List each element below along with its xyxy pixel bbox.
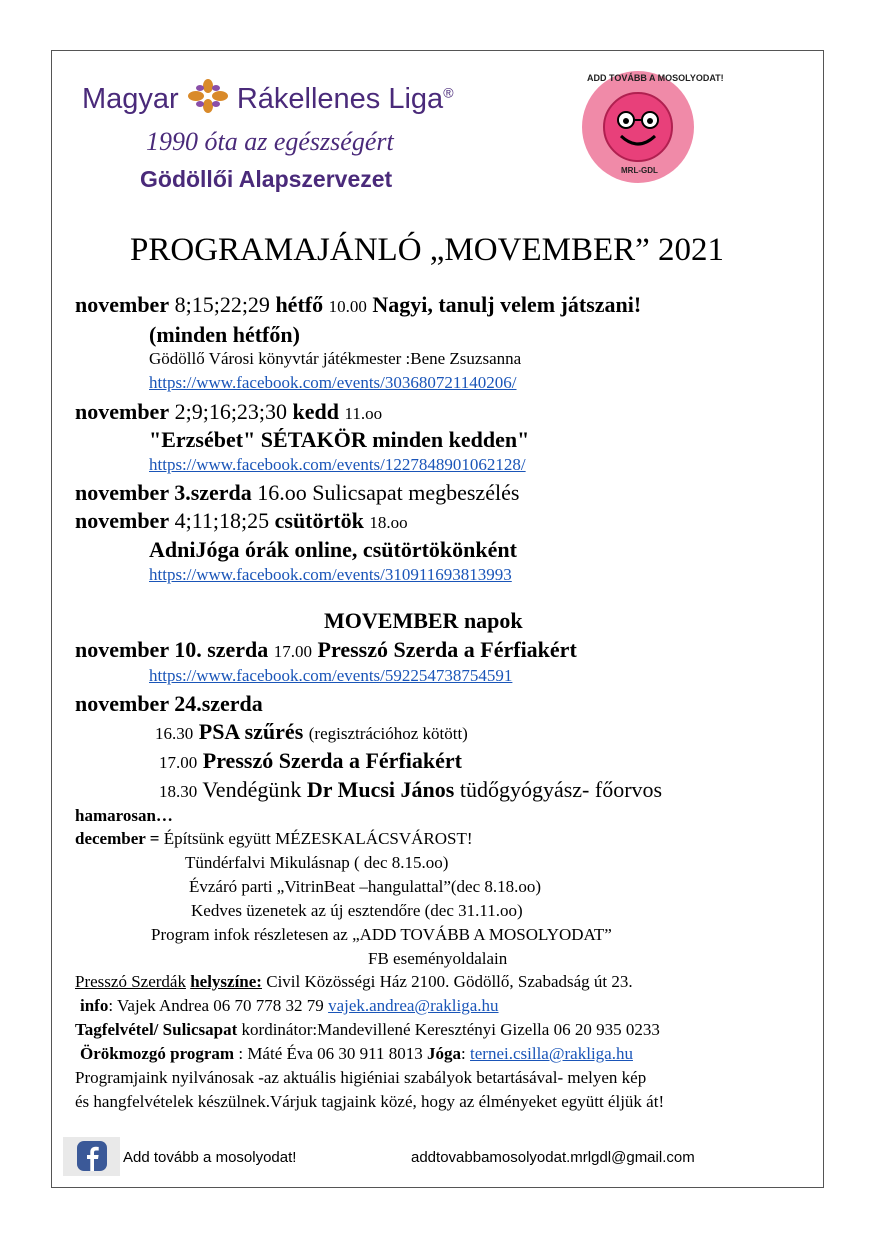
badge-text: ADD TOVÁBB A MOSOLYODAT! (587, 73, 724, 83)
notice-line-2: és hangfelvételek készülnek.Várjuk tagjaink közé, hogy az élményeket együtt éljük át! (75, 1092, 665, 1111)
event-3: november 3.szerda 16.oo Sulicsapat megbeszélés (75, 480, 520, 505)
logo (82, 78, 454, 116)
notice-line-1: Programjaink nyilvánosak -az aktuális higiéniai szabályok betartásával- melyen kép (75, 1068, 647, 1087)
event-1-desc: Gödöllő Városi könyvtár játékmester :Bene Zsuzsanna (149, 349, 522, 368)
event-1-link[interactable]: https://www.facebook.com/events/303680721140206/ (149, 373, 517, 392)
info-email-link[interactable]: vajek.andrea@rakliga.hu (328, 996, 499, 1015)
december-line-2: Tündérfalvi Mikulásnap ( dec 8.15.oo) (185, 853, 449, 872)
event-2-title: "Erzsébet" SÉTAKÖR minden kedden" (149, 427, 530, 452)
facebook-icon[interactable] (63, 1137, 120, 1176)
tagline: 1990 óta az egészségért (146, 127, 394, 156)
movember-event-2-date: november 24.szerda (75, 691, 263, 716)
program-info-2: FB eseményoldalain (368, 949, 508, 968)
event-4-link[interactable]: https://www.facebook.com/events/310911693813993 (149, 565, 512, 584)
december-line-1: december = Építsünk együtt MÉZESKALÁCSVÁROST! (75, 829, 473, 848)
event-1: november 8;15;22;29 hétfő 10.00 Nagyi, tanulj velem játszani! (75, 292, 642, 317)
yoga-email-link[interactable]: ternei.csilla@rakliga.hu (470, 1044, 633, 1063)
contact-email[interactable]: addtovabbamosolyodat.mrlgdl@gmail.com (411, 1149, 695, 1166)
page-title: PROGRAMAJÁNLÓ „MOVEMBER” 2021 (130, 232, 725, 268)
facebook-page-label[interactable]: Add tovább a mosolyodat! (123, 1149, 297, 1166)
soon-heading: hamarosan… (75, 806, 173, 825)
program-info-1: Program infok részletesen az „ADD TOVÁBB A MOSOLYODAT” (151, 925, 612, 944)
schedule-row-1: 16.30 PSA szűrés (regisztrációhoz kötött) (155, 719, 468, 744)
event-2: november 2;9;16;23;30 kedd 11.oo (75, 399, 383, 424)
schedule-row-3: 18.30 Vendégünk Dr Mucsi János tüdőgyógyász- főorvos (159, 777, 663, 802)
registered-mark: ® (443, 84, 454, 101)
schedule-row-2: 17.00 Presszó Szerda a Férfiakért (159, 748, 462, 773)
movember-heading: MOVEMBER napok (324, 608, 523, 633)
event-4: november 4;11;18;25 csütörtök 18.oo (75, 508, 408, 533)
logo-right: Rákellenes Liga (236, 83, 444, 115)
event-4-title: AdniJóga órák online, csütörtökönként (149, 537, 517, 562)
smile-badge (581, 70, 724, 184)
december-line-3: Évzáró parti „VitrinBeat –hangulattal”(dec 8.18.oo) (189, 877, 542, 896)
flower-logo-icon (187, 78, 229, 114)
event-2-link[interactable]: https://www.facebook.com/events/1227848901062128/ (149, 455, 526, 474)
event-1-subtitle: (minden hétfőn) (149, 322, 300, 347)
program-line: Örökmozgó program : Máté Éva 06 30 911 8013 Jóga: ternei.csilla@rakliga.hu (80, 1044, 633, 1063)
logo-left: Magyar (82, 83, 179, 115)
movember-event-1: november 10. szerda 17.00 Presszó Szerda a Férfiakért (75, 637, 577, 662)
venue-line: Presszó Szerdák helyszíne: Civil Közösségi Ház 2100. Gödöllő, Szabadság út 23. (75, 972, 633, 991)
december-line-4: Kedves üzenetek az új esztendőre (dec 31.11.oo) (191, 901, 523, 920)
info-line: info: Vajek Andrea 06 70 778 32 79 vajek.andrea@rakliga.hu (80, 996, 499, 1015)
movember-event-1-link[interactable]: https://www.facebook.com/events/592254738754591 (149, 666, 513, 685)
org-name: Gödöllői Alapszervezet (140, 166, 393, 192)
membership-line: Tagfelvétel/ Sulicsapat kordinátor:Mandevillené Keresztényi Gizella 06 20 935 0233 (75, 1020, 660, 1039)
badge-sub: MRL-GDL (621, 166, 658, 175)
